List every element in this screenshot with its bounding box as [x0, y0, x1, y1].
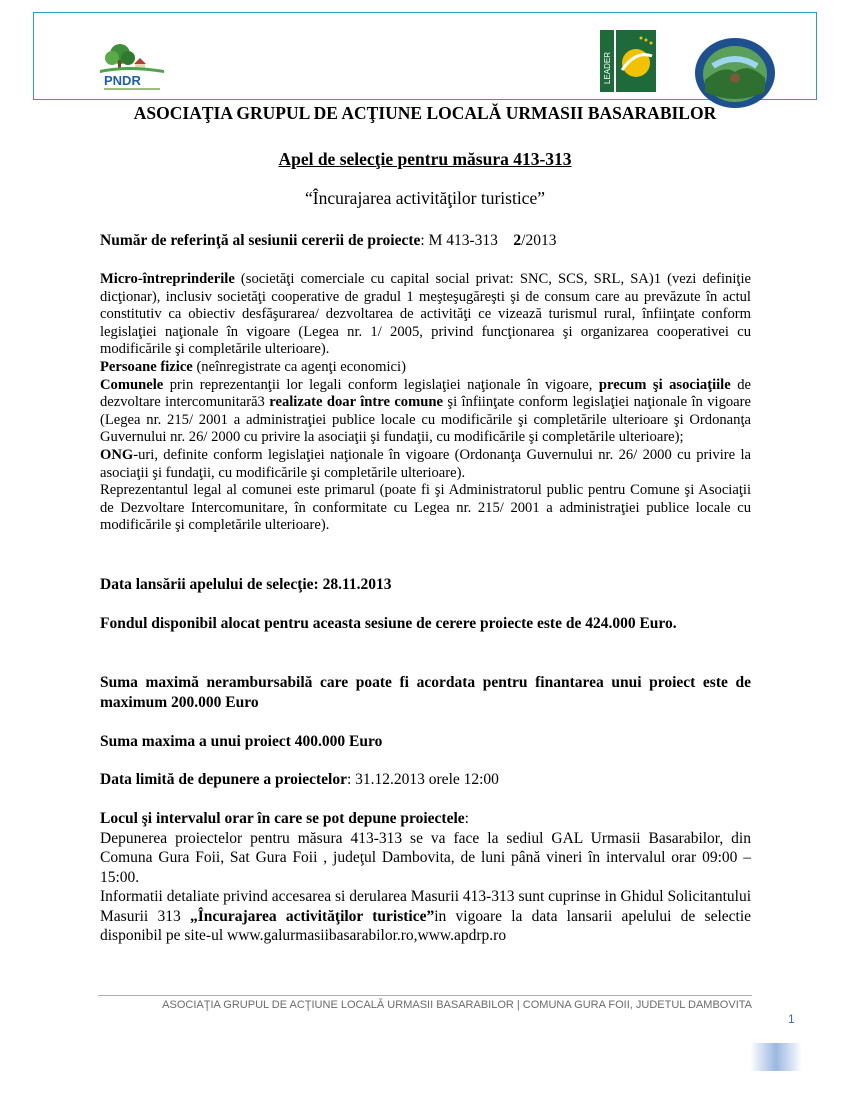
pf-paragraph: Persoane fizice (neînregistrate ca agenţi economici): [100, 358, 406, 375]
micro-paragraph: Micro-întreprinderile (societăţi comerciale cu capital social privat: SNC, SCS, SRL, SA)1 (vezi definiţie dicţionar), inclusiv societăţi cooperative de gradul 1 meşteşugăreşti şi de consum care au prevăzute în actul constitutiv ca obiectiv desfăşurarea/ dezvoltarea de activităţi ce vizează turismul rural, înfiinţate conform legislaţiei naţionale în vigoare (Legea nr. 1/ 2005, privind funcţionarea şi organizarea cooperativei cu modificările şi completările ulterioare).: [100, 271, 751, 358]
max-grant: Suma maximă nerambursabilă care poate fi acordata pentru finantarea unui proiect este de maximum 200.000 Euro: [100, 674, 751, 711]
page-number: 1: [788, 1012, 795, 1026]
ong-paragraph: ONG-uri, definite conform legislaţiei naţionale în vigoare (Ordonanţa Guvernului nr. 26/ 2000 cu privire la asociaţii şi fundaţii, cu modificările şi completările ulterioare).: [100, 446, 751, 481]
guide-info: Informatii detaliate privind accesarea si derularea Masurii 413-313 sunt cuprinse in Ghidul Solicitantului Masurii 313 „Încurajarea activităţilor turistice”in vigoare la data lansarii apelului de selectie disponibil pe site-ul www.galurmasiibasarabilor.ro,www.apdrp.ro: [100, 888, 752, 944]
pndr-text: PNDR: [104, 73, 141, 88]
footer-text: ASOCIAŢIA GRUPUL DE ACŢIUNE LOCALĂ URMASII BASARABILOR | COMUNA GURA FOII, JUDETUL DAMBOVITA: [162, 999, 752, 1011]
representative-paragraph: Reprezentantul legal al comunei este primarul (poate fi şi Administratorul public pentru Comune şi Asociaţii de Dezvoltare Intercomunitare, în conformitate cu Legea nr. 215/ 2001 a administraţiei publice locale cu modificările şi completările ulterioare).: [100, 482, 751, 534]
reference-number: [100, 232, 556, 250]
pndr-logo: [98, 40, 166, 94]
association-title: ASOCIAŢIA GRUPUL DE ACŢIUNE LOCALĂ URMASII BASARABILOR: [133, 103, 717, 123]
reference-session: 2: [513, 232, 522, 249]
leader-logo: [600, 30, 656, 92]
location-heading: Locul şi intervalul orar în care se pot depune proiectele:: [100, 810, 469, 827]
deadline: Data limită de depunere a proiectelor: 31.12.2013 orele 12:00: [100, 771, 499, 788]
footer-divider: [98, 995, 752, 996]
eligible-beneficiaries: [100, 271, 751, 535]
measure-name: “Încurajarea activităţilor turistice”: [304, 188, 545, 208]
reference-code: : M 413-313: [420, 232, 498, 249]
page-corner-decoration: [750, 1043, 802, 1071]
call-title: Apel de selecţie pentru măsura 413-313: [278, 149, 572, 169]
svg-text:LEADER: LEADER: [603, 51, 612, 84]
location-text: Depunerea proiectelor pentru măsura 413-313 se va face la sediul GAL Urmasii Basarabilor, din Comuna Gura Foii, Sat Gura Foii , judeţul Dambovita, de luni până vineri în intervalul orar 09:00 – 15:00.: [100, 829, 751, 886]
available-fund: Fondul disponibil alocat pentru aceasta sesiune de cerere proiecte este de 424.000 Euro.: [100, 615, 677, 632]
max-project: Suma maxima a unui proiect 400.000 Euro: [100, 733, 383, 750]
gal-seal-logo: [693, 36, 777, 110]
submission-location: [100, 809, 751, 946]
comune-paragraph: Comunele prin reprezentanţii lor legali conform legislaţiei naţionale în vigoare, precum şi asociaţiile de dezvoltare intercomunitară3 realizate doar între comune şi înfiinţate conform legislaţiei naţionale în vigoare (Legea nr. 215/ 2001 a administraţiei publice locale cu modificările şi completările ulterioare şi Ordonanţa Guvernului nr. 26/ 2000 cu privire la asociaţii şi fundaţii, cu modificările şi completările ulterioare);: [100, 376, 751, 446]
reference-year: /2013: [521, 232, 557, 249]
launch-date: Data lansării apelului de selecţie: 28.11.2013: [100, 576, 392, 593]
reference-label: Număr de referinţă al sesiunii cererii de proiecte: [100, 232, 421, 249]
